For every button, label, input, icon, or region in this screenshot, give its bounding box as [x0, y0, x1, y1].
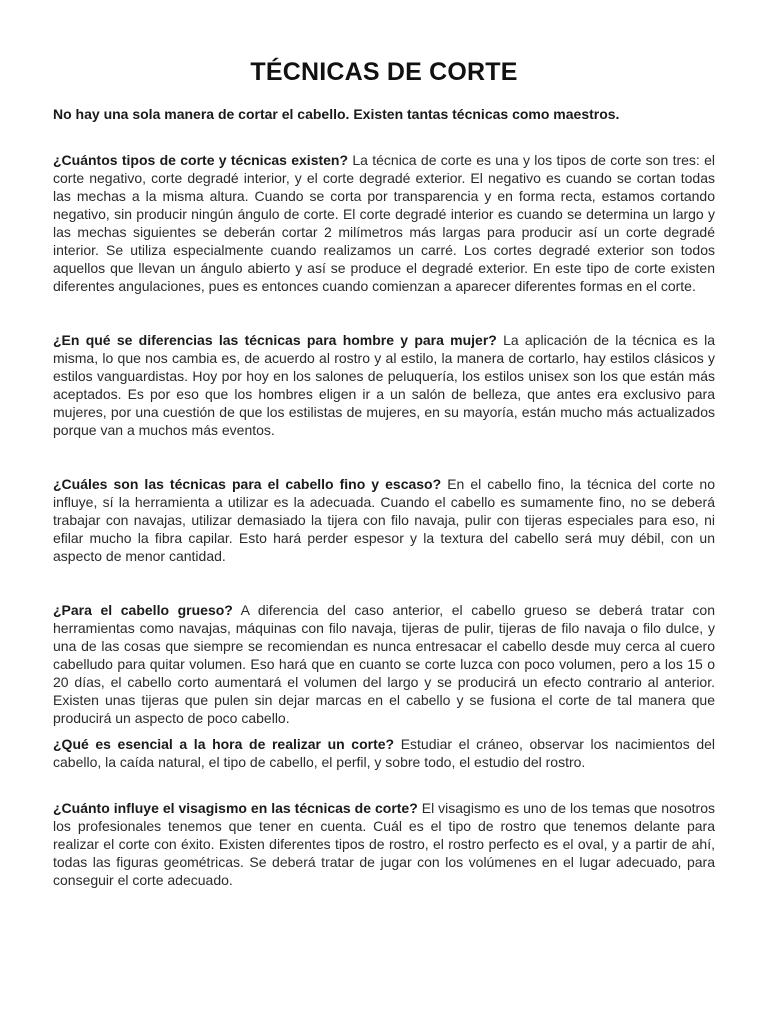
page-title: TÉCNICAS DE CORTE: [250, 58, 518, 86]
intro-paragraph: No hay una sola manera de cortar el cabello. Existen tantas técnicas como maestros.: [53, 106, 620, 122]
section-paragraph: [53, 799, 715, 889]
section-answer: Estudiar el cráneo, observar los nacimientos del cabello, la caída natural, el tipo de cabello, el perfil, y sobre todo, el estudio del rostro.: [53, 736, 715, 770]
section-question: ¿Para el cabello grueso?: [53, 602, 233, 618]
section-question: ¿Cuántos tipos de corte y técnicas existen?: [53, 152, 349, 168]
section-paragraph: [53, 475, 715, 565]
section-question: ¿Cuánto influye el visagismo en las técnicas de corte?: [53, 800, 418, 816]
section-question: ¿Qué es esencial a la hora de realizar un corte?: [53, 736, 395, 752]
section-answer: La técnica de corte es una y los tipos de corte son tres: el corte negativo, corte degradé interior, y el corte degradé exterior. El negativo es cuando se cortan todas las mechas a la misma altura. Cuando se corta por transparencia y en forma recta, estamos cortando negativo, sin producir ningún ángulo de corte. El corte degradé interior es cuando se determina un largo y las mechas siguientes se deberán cortar 2 milímetros más largas para producir así un corte degradé interior. Se utiliza especialmente cuando realizamos un carré. Los cortes degradé exterior son todos aquellos que llevan un ángulo abierto y así se produce el degradé exterior. En este tipo de corte existen diferentes angulaciones, pues es entonces cuando comienzan a aparecer diferentes formas en el corte.: [53, 152, 715, 294]
section-paragraph: [53, 735, 715, 771]
section-paragraph: [53, 331, 715, 439]
section-paragraph: [53, 601, 715, 727]
section-answer: El visagismo es uno de los temas que nosotros los profesionales tenemos que tener en cuenta. Cuál es el tipo de rostro que tenemos delante para realizar el corte con éxito. Existen diferentes tipos de rostro, el rostro perfecto es el oval, y a partir de ahí, todas las figuras geométricas. Se deberá tratar de jugar con los volúmenes en el lugar adecuado, para conseguir el corte adecuado.: [53, 800, 715, 888]
section-answer: En el cabello fino, la técnica del corte no influye, sí la herramienta a utilizar es la adecuada. Cuando el cabello es sumamente fino, no se deberá trabajar con navajas, utilizar demasiado la tijera con filo navaja, pulir con tijeras especiales para eso, ni efilar mucho la fibra capilar. Esto hará perder espesor y la textura del cabello será muy débil, con un aspecto de menor cantidad.: [53, 476, 715, 564]
section-question: ¿Cuáles son las técnicas para el cabello fino y escaso?: [53, 476, 442, 492]
section-question: ¿En qué se diferencias las técnicas para hombre y para mujer?: [53, 332, 497, 348]
section-paragraph: [53, 151, 715, 295]
section-answer: A diferencia del caso anterior, el cabello grueso se deberá tratar con herramientas como navajas, máquinas con filo navaja, tijeras de pulir, tijeras de filo navaja o filo dulce, y una de las cosas que siempre se recomiendan es nunca entresacar el cabello desde muy cerca al cuero cabelludo para quitar volumen. Eso hará que en cuanto se corte luzca con poco volumen, pero a los 15 o 20 días, el cabello corto aumentará el volumen del largo y se producirá un efecto contrario al anterior. Existen unas tijeras que pulen sin dejar marcas en el cabello y se fusiona el corte de tal manera que producirá un aspecto de poco cabello.: [53, 602, 715, 726]
section-answer: La aplicación de la técnica es la misma, lo que nos cambia es, de acuerdo al rostro y al estilo, la manera de cortarlo, hay estilos clásicos y estilos vanguardistas. Hoy por hoy en los salones de peluquería, los estilos unisex son los que están más aceptados. Es por eso que los hombres eligen ir a un salón de belleza, que antes era exclusivo para mujeres, por una cuestión de que los estilistas de mujeres, en su mayoría, están mucho más actualizados porque van a muchos más eventos.: [53, 332, 715, 438]
